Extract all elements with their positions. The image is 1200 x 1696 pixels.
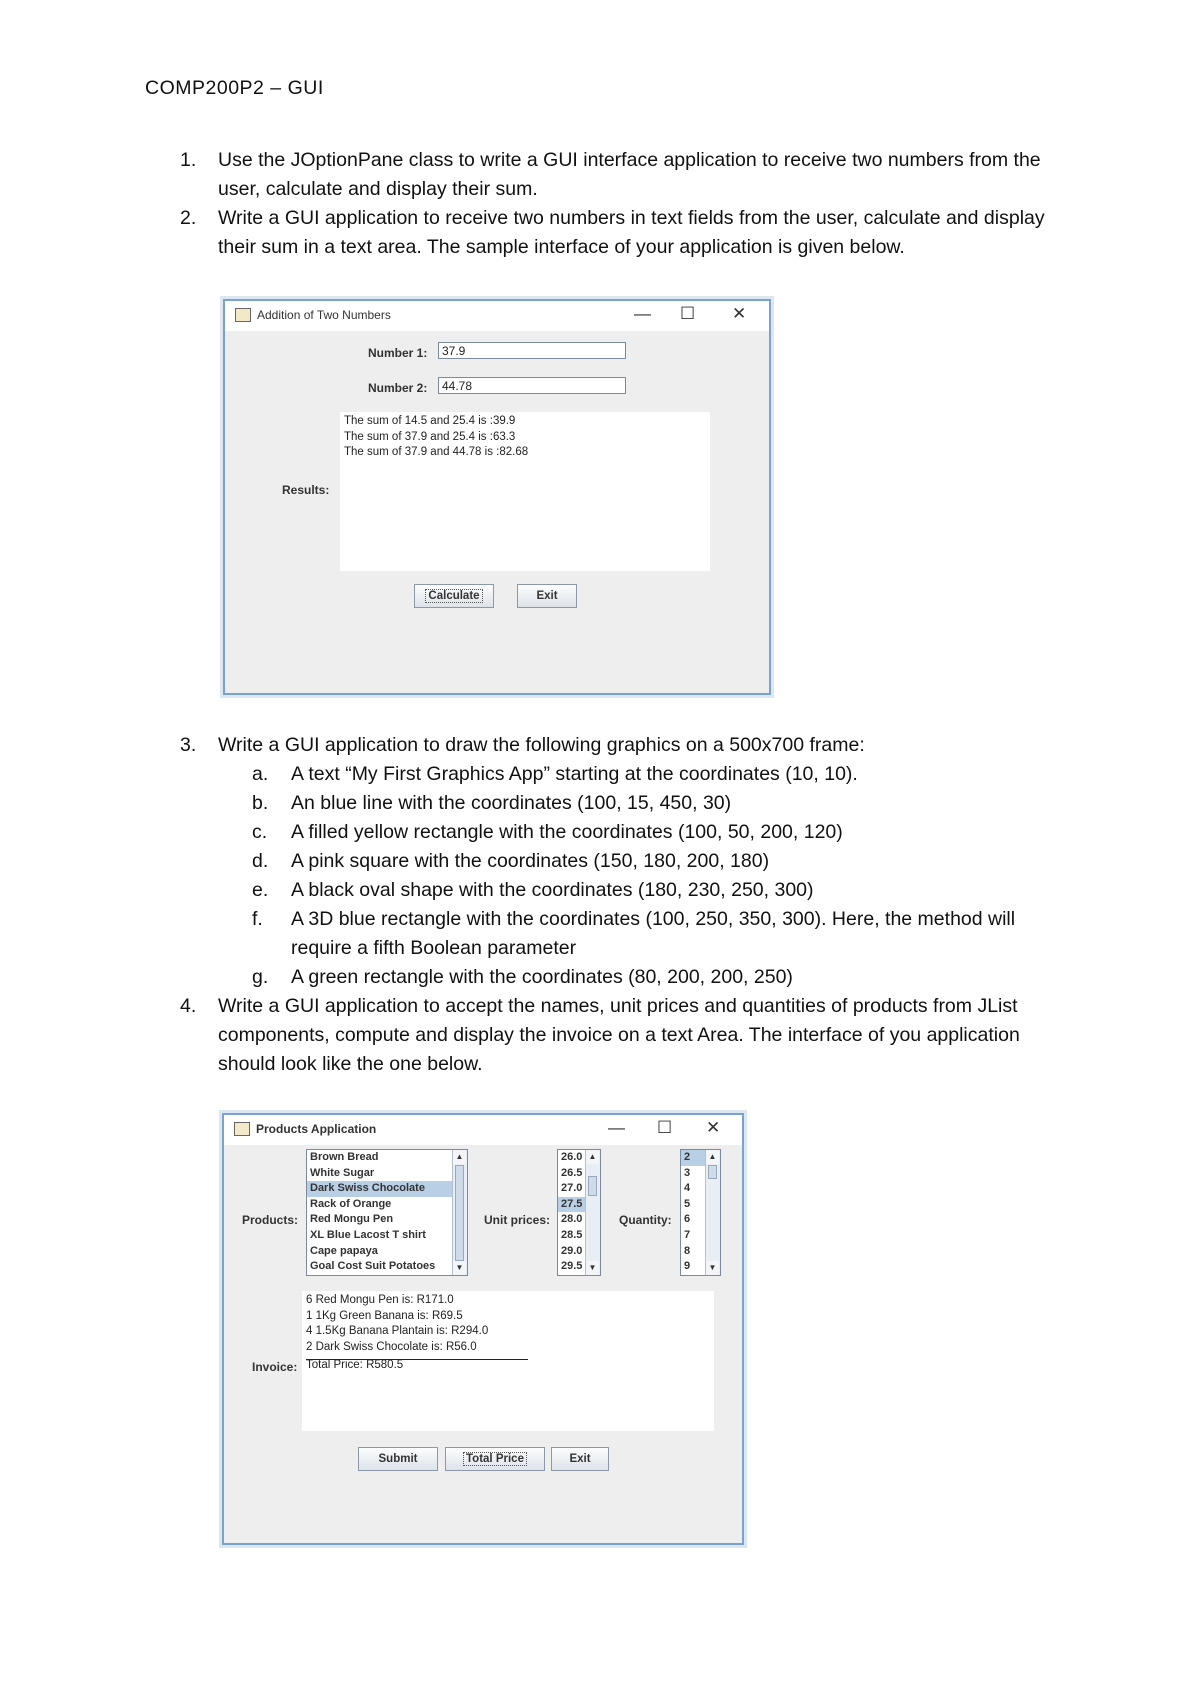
products-scrollbar[interactable]: [452, 1150, 467, 1275]
submit-button[interactable]: Submit: [358, 1447, 438, 1471]
list-item[interactable]: White Sugar: [310, 1166, 375, 1179]
list-item[interactable]: 26.5: [561, 1166, 583, 1179]
list-item[interactable]: 7: [684, 1228, 691, 1241]
minimize-icon[interactable]: —: [634, 304, 651, 323]
question-1: [180, 146, 1060, 204]
q3-item-d: [252, 847, 1072, 876]
item-text: A pink square with the coordinates (150, 180, 200, 180): [291, 850, 770, 872]
list-item[interactable]: 6: [684, 1213, 691, 1226]
number2-label: Number 2:: [368, 381, 428, 395]
scroll-up-icon[interactable]: ▲: [706, 1150, 719, 1164]
result-line: The sum of 37.9 and 44.78 is :82.68: [344, 446, 529, 458]
list-item[interactable]: 28.0: [561, 1213, 583, 1226]
item-letter: c.: [252, 821, 268, 843]
scroll-thumb[interactable]: [455, 1165, 464, 1261]
list-item-selected[interactable]: Dark Swiss Chocolate: [307, 1181, 467, 1197]
item-text: A filled yellow rectangle with the coordinates (100, 50, 200, 120): [291, 821, 843, 843]
list-item[interactable]: 4: [684, 1182, 691, 1195]
list-item[interactable]: Cape papaya: [310, 1244, 378, 1257]
unit-prices-list[interactable]: [557, 1149, 601, 1276]
result-line: The sum of 14.5 and 25.4 is :39.9: [344, 415, 516, 427]
number1-label: Number 1:: [368, 346, 428, 360]
scroll-thumb[interactable]: [708, 1165, 717, 1179]
q3-item-f: [252, 905, 1072, 963]
list-item[interactable]: Goal Cost Suit Potatoes: [310, 1260, 436, 1273]
question-4: [180, 992, 1060, 1079]
item-letter: f.: [252, 908, 263, 930]
item-text: A 3D blue rectangle with the coordinates (100, 250, 350, 300). Here, the method will require a fifth Boolean parameter: [291, 908, 1016, 959]
close-icon[interactable]: ✕: [732, 304, 747, 323]
list-item[interactable]: Rack of Orange: [310, 1197, 392, 1210]
minimize-icon[interactable]: —: [608, 1118, 625, 1137]
q3-item-a: [252, 760, 1072, 789]
list-item[interactable]: Red Mongu Pen: [310, 1213, 394, 1226]
item-text: A green rectangle with the coordinates (80, 200, 200, 250): [291, 966, 793, 988]
maximize-icon[interactable]: ☐: [680, 304, 696, 323]
q3-item-e: [252, 876, 1072, 905]
question-text: Write a GUI application to draw the following graphics on a 500x700 frame:: [218, 734, 865, 756]
invoice-textarea[interactable]: [302, 1291, 714, 1431]
unit-prices-scrollbar[interactable]: [585, 1150, 600, 1275]
products-window: [222, 1113, 744, 1545]
list-item[interactable]: 9: [684, 1260, 691, 1273]
list-item[interactable]: 27.0: [561, 1182, 583, 1195]
results-textarea[interactable]: [340, 412, 710, 571]
addition-window: [223, 299, 771, 695]
page-header: COMP200P2 – GUI: [145, 77, 324, 99]
scroll-up-icon[interactable]: ▲: [586, 1150, 599, 1164]
invoice-line: 4 1.5Kg Banana Plantain is: R294.0: [306, 1325, 489, 1337]
calculate-button[interactable]: Calculate: [414, 584, 494, 608]
item-text: An blue line with the coordinates (100, 15, 450, 30): [291, 792, 732, 814]
scroll-down-icon[interactable]: ▼: [453, 1261, 466, 1275]
item-letter: d.: [252, 850, 269, 872]
close-icon[interactable]: ✕: [706, 1118, 721, 1137]
list-item-selected[interactable]: 27.5: [558, 1197, 600, 1213]
exit-button[interactable]: Exit: [517, 584, 577, 608]
invoice-divider: [306, 1359, 528, 1360]
scroll-down-icon[interactable]: ▼: [586, 1261, 599, 1275]
question-text: Write a GUI application to accept the names, unit prices and quantities of products from JList components, compute and display the invoice on a text Area. The interface of you application should look like the one below.: [218, 995, 1020, 1075]
question-text: Use the JOptionPane class to write a GUI interface application to receive two numbers from the user, calculate and display their sum.: [218, 149, 1041, 200]
question-number: 2.: [180, 207, 197, 229]
item-text: A black oval shape with the coordinates (180, 230, 250, 300): [291, 879, 814, 901]
scroll-down-icon[interactable]: ▼: [706, 1261, 719, 1275]
window-titlebar: [224, 1115, 742, 1145]
item-letter: e.: [252, 879, 269, 901]
java-app-icon: [235, 308, 251, 322]
question-2: [180, 204, 1060, 262]
products-list[interactable]: [306, 1149, 468, 1276]
products-label: Products:: [242, 1213, 299, 1227]
item-letter: a.: [252, 763, 269, 785]
invoice-line: 6 Red Mongu Pen is: R171.0: [306, 1294, 454, 1306]
item-letter: g.: [252, 966, 269, 988]
q3-item-g: [252, 963, 1072, 992]
invoice-total: Total Price: R580.5: [306, 1359, 404, 1371]
result-line: The sum of 37.9 and 25.4 is :63.3: [344, 430, 516, 443]
maximize-icon[interactable]: ☐: [657, 1118, 673, 1137]
invoice-label: Invoice:: [252, 1360, 298, 1374]
number2-input[interactable]: 44.78: [438, 377, 626, 394]
list-item[interactable]: XL Blue Lacost T shirt: [310, 1228, 426, 1241]
unit-prices-label: Unit prices:: [484, 1213, 551, 1227]
invoice-line: 1 1Kg Green Banana is: R69.5: [306, 1309, 463, 1322]
item-letter: b.: [252, 792, 269, 814]
list-item[interactable]: 5: [684, 1197, 691, 1210]
quantity-scrollbar[interactable]: [705, 1150, 720, 1275]
item-text: A text “My First Graphics App” starting at the coordinates (10, 10).: [291, 763, 858, 785]
scroll-thumb[interactable]: [588, 1176, 597, 1196]
list-item[interactable]: 26.0: [561, 1151, 583, 1163]
question-number: 3.: [180, 734, 197, 756]
window-title: Products Application: [256, 1122, 377, 1136]
q3-item-c: [252, 818, 1072, 847]
list-item[interactable]: 28.5: [561, 1228, 583, 1241]
question-number: 1.: [180, 149, 197, 171]
exit-button[interactable]: Exit: [551, 1447, 609, 1471]
question-number: 4.: [180, 995, 197, 1017]
total-price-button[interactable]: Total Price: [445, 1447, 545, 1471]
list-item[interactable]: 29.0: [561, 1244, 583, 1257]
question-text: Write a GUI application to receive two numbers in text fields from the user, calculate and display their sum in a text area. The sample interface of your application is given below.: [218, 207, 1045, 258]
quantity-list[interactable]: [680, 1149, 721, 1276]
window-titlebar: [225, 301, 769, 331]
list-item[interactable]: 8: [684, 1244, 691, 1257]
window-title: Addition of Two Numbers: [257, 308, 391, 322]
list-item[interactable]: 29.5: [561, 1260, 583, 1273]
invoice-line: 2 Dark Swiss Chocolate is: R56.0: [306, 1340, 477, 1353]
number1-input[interactable]: 37.9: [438, 342, 626, 359]
scroll-up-icon[interactable]: ▲: [453, 1150, 466, 1164]
q3-item-b: [252, 789, 1072, 818]
quantity-label: Quantity:: [619, 1213, 672, 1227]
list-item-selected[interactable]: 2: [681, 1150, 720, 1166]
results-label: Results:: [282, 483, 330, 497]
list-item[interactable]: Brown Bread: [310, 1151, 379, 1163]
list-item[interactable]: 3: [684, 1166, 691, 1179]
java-app-icon: [234, 1122, 250, 1136]
question-3: [180, 731, 1060, 760]
